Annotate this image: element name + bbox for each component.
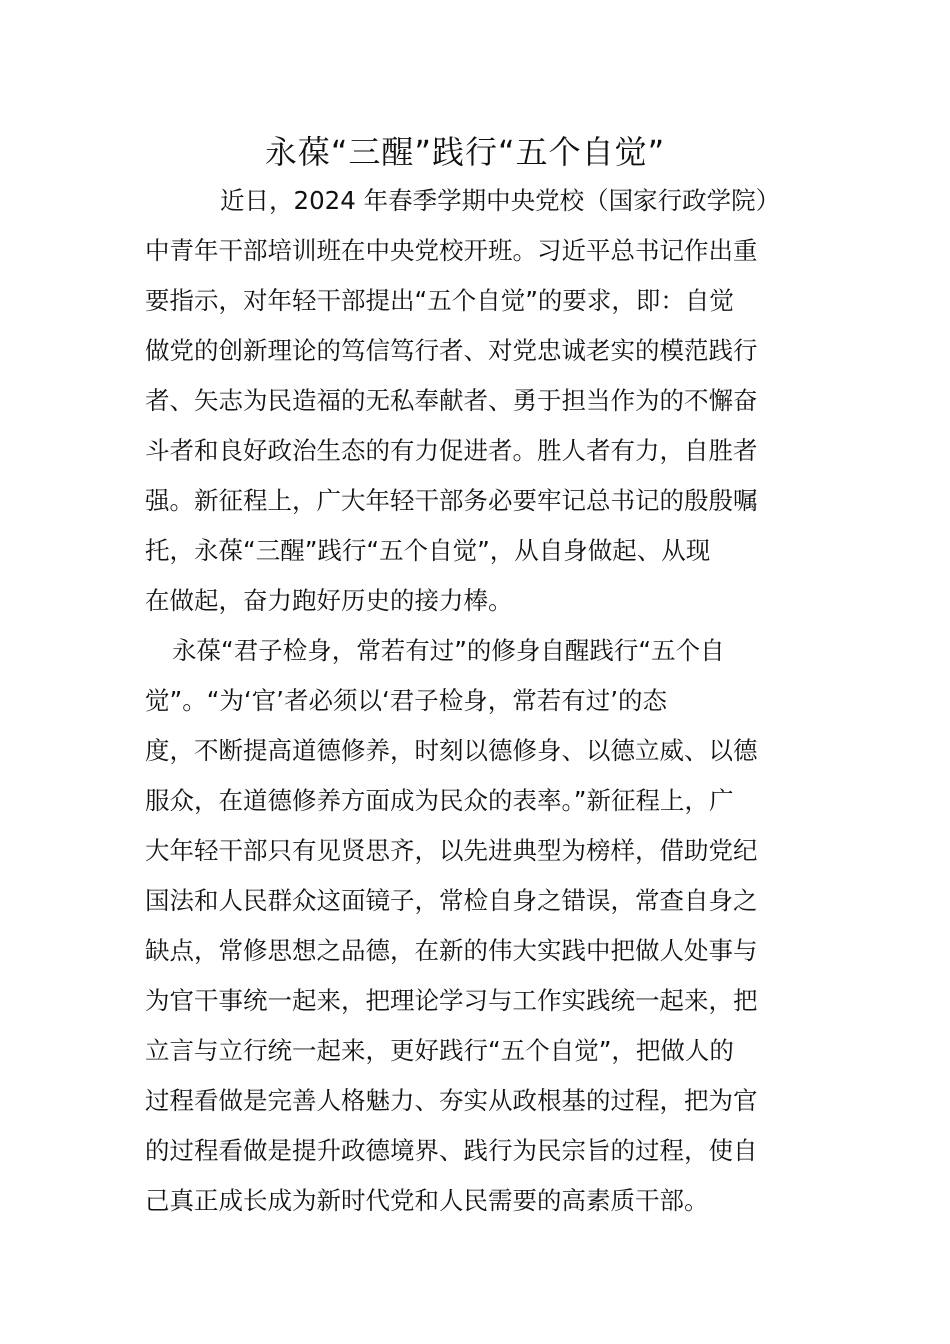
text-line: 做党的创新理论的笃信笃行者、对党忠诚老实的模范践行 [145, 336, 758, 365]
text-line: 强。新征程上，广大年轻干部务必要牢记总书记的殷殷嘱 [145, 486, 758, 515]
paragraph-1 [145, 176, 815, 626]
text-line: 中青年干部培训班在中央党校开班。习近平总书记作出重 [145, 236, 758, 265]
text-line: 度，不断提高道德修养，时刻以德修身、以德立威、以德 [145, 736, 758, 765]
document-body [145, 176, 815, 1226]
text-line: 的过程看做是提升政德境界、践行为民宗旨的过程，使自 [145, 1136, 758, 1165]
text-line: 服众，在道德修养方面成为民众的表率。”新征程上，广 [145, 786, 734, 815]
text-line: 己真正成长成为新时代党和人民需要的高素质干部。 [145, 1186, 709, 1215]
text-line: 斗者和良好政治生态的有力促进者。胜人者有力，自胜者 [145, 436, 758, 465]
text-line: 要指示，对年轻干部提出“五个自觉”的要求，即：自觉 [145, 286, 734, 315]
text-line: 近日，2024 年春季学期中央党校（国家行政学院） [220, 186, 781, 215]
text-line: 立言与立行统一起来，更好践行“五个自觉”，把做人的 [145, 1036, 734, 1065]
document-title: 永葆“三醒”践行“五个自觉” [264, 133, 666, 171]
text-line: 缺点，常修思想之品德，在新的伟大实践中把做人处事与 [145, 936, 758, 965]
text-line: 托，永葆“三醒”践行“五个自觉”，从自身做起、从现 [145, 536, 711, 565]
text-line: 国法和人民群众这面镜子，常检自身之错误，常查自身之 [145, 886, 758, 915]
text-line: 永葆“君子检身，常若有过”的修身自醒践行“五个自 [172, 636, 725, 665]
paragraph-2 [145, 626, 815, 1226]
text-line: 在做起，奋力跑好历史的接力棒。 [145, 586, 513, 615]
text-line: 过程看做是完善人格魅力、夯实从政根基的过程，把为官 [145, 1086, 758, 1115]
text-line: 大年轻干部只有见贤思齐，以先进典型为榜样，借助党纪 [145, 836, 758, 865]
text-line: 觉”。“为‘官’者必须以‘君子检身，常若有过’的态 [145, 686, 668, 715]
text-line: 者、矢志为民造福的无私奉献者、勇于担当作为的不懈奋 [145, 386, 758, 415]
text-line: 为官干事统一起来，把理论学习与工作实践统一起来，把 [145, 986, 758, 1015]
